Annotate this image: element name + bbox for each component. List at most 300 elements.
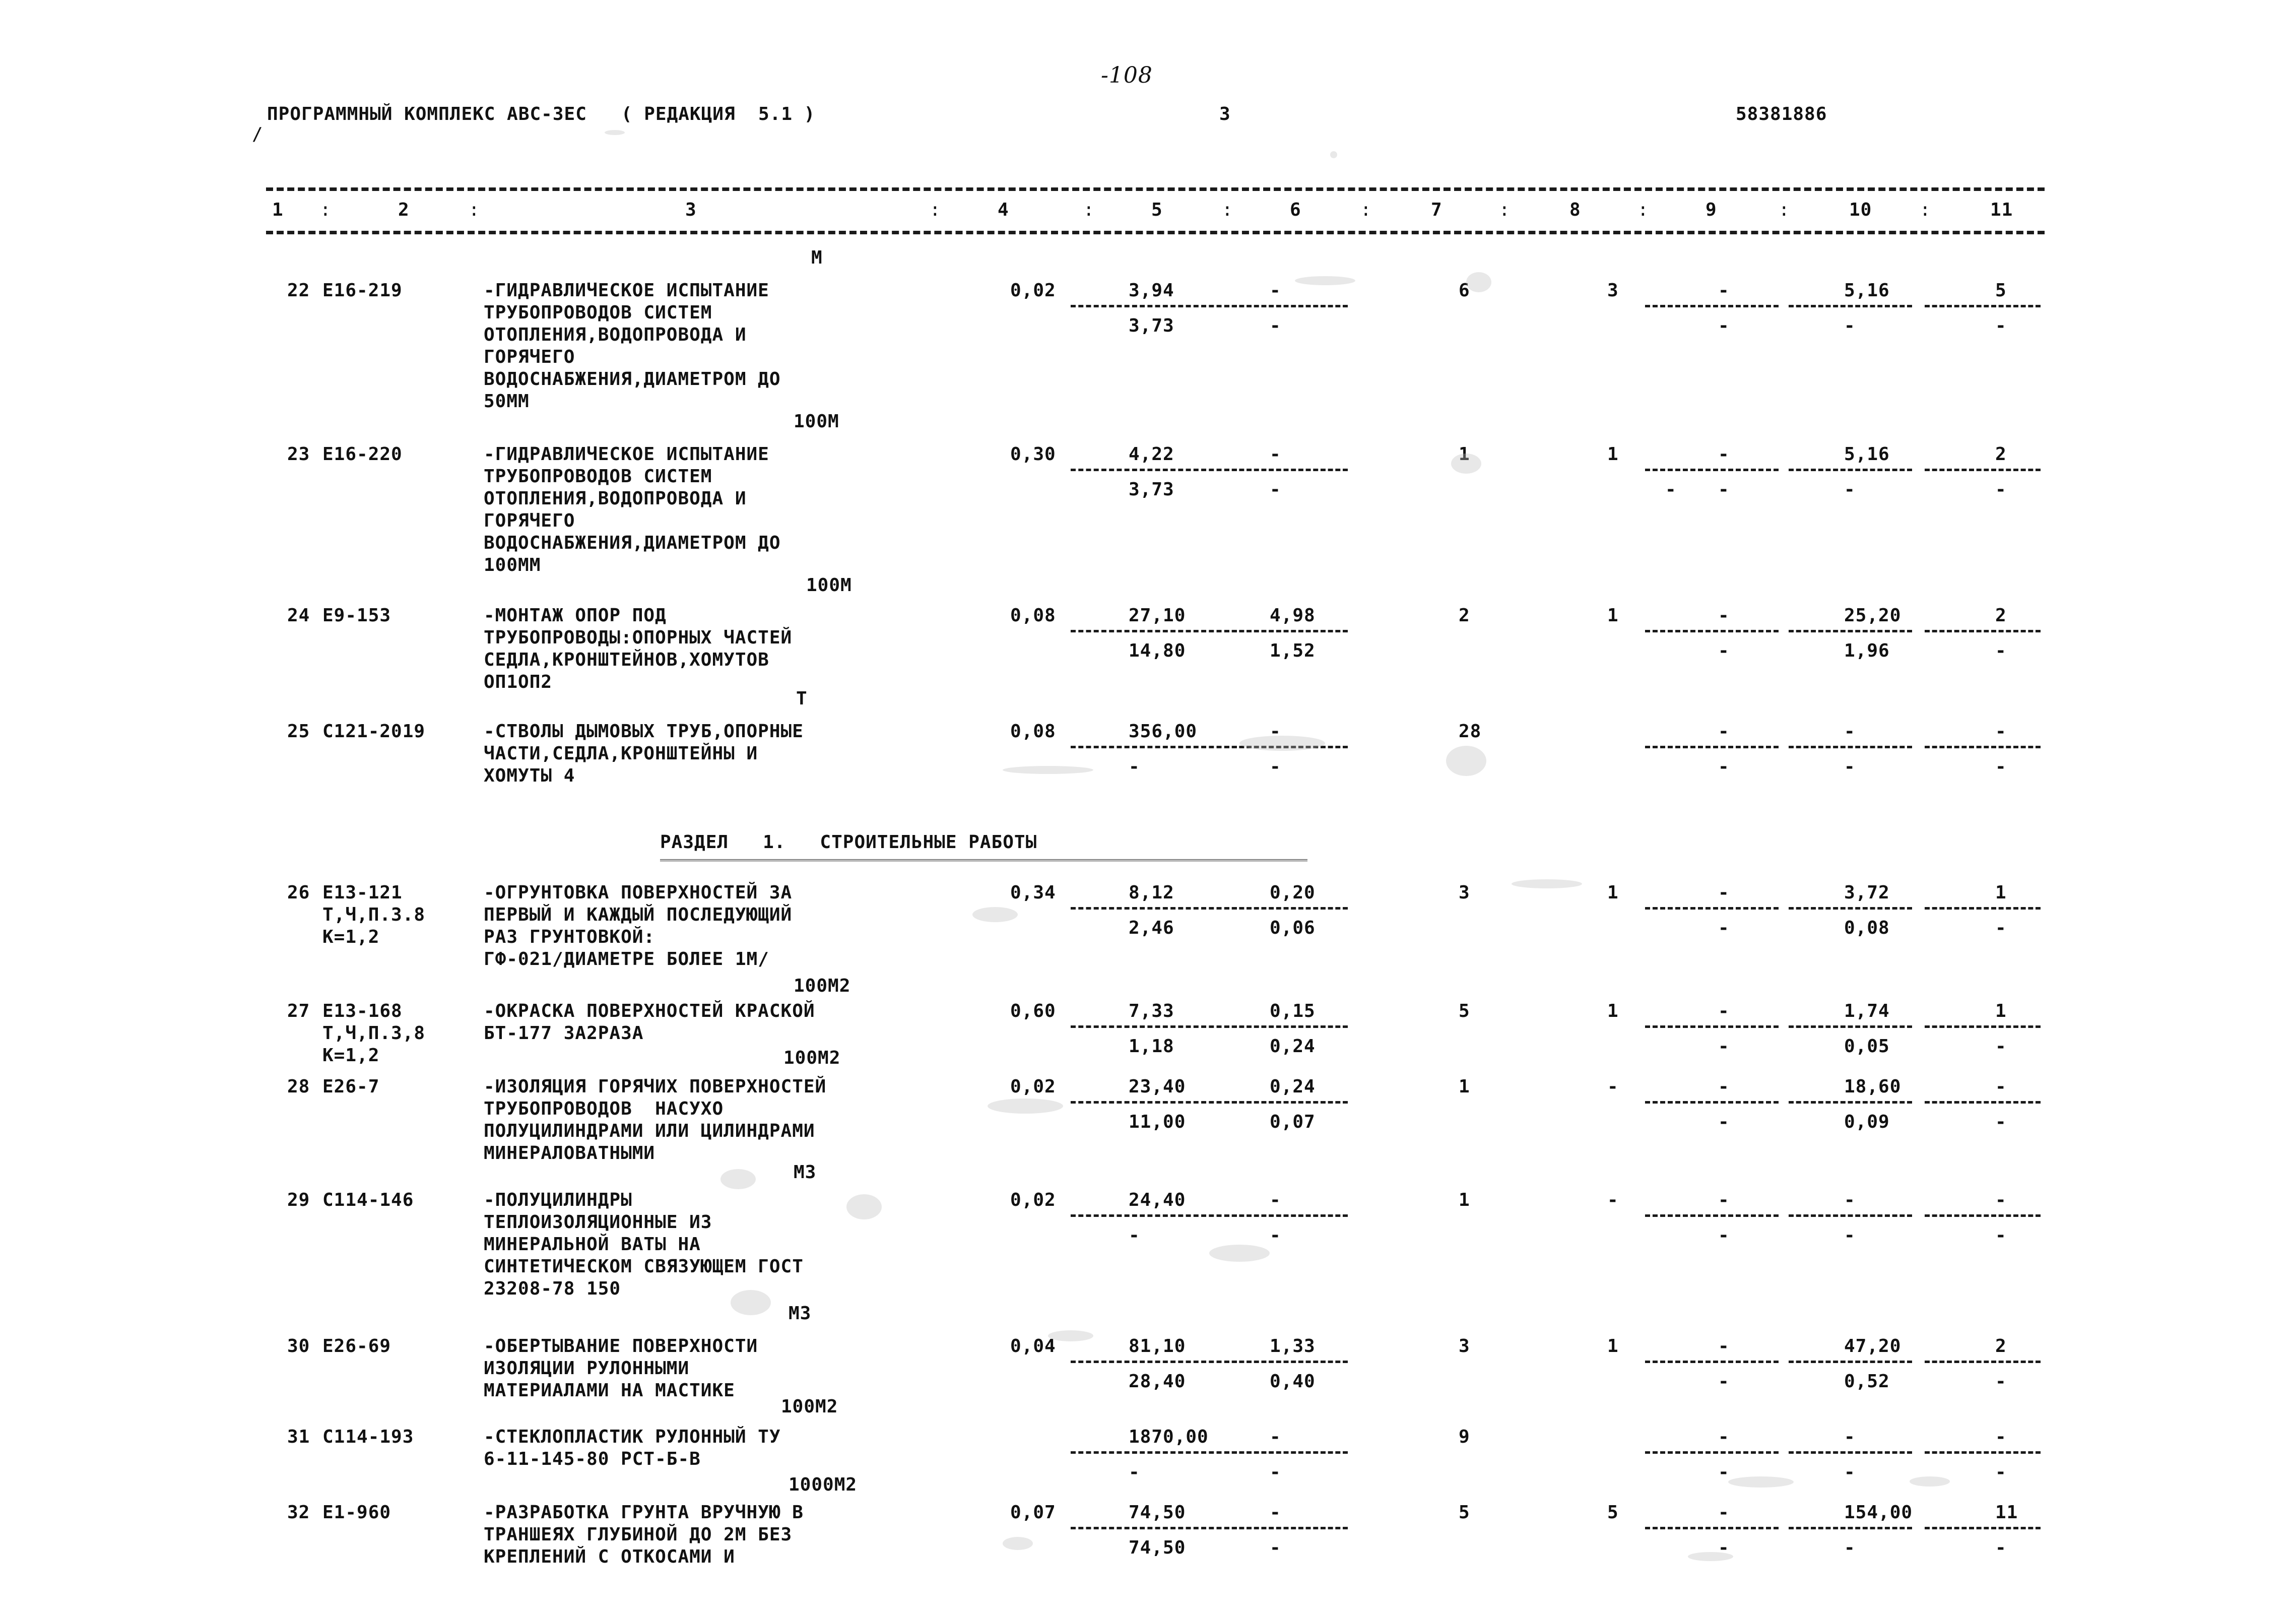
sub-total-rule bbox=[1224, 1361, 1348, 1363]
work-description: ТРУБОПРОВОДОВ НАСУХО bbox=[484, 1099, 724, 1119]
sub-total-rule bbox=[1925, 1025, 2041, 1028]
scan-noise bbox=[1209, 1245, 1270, 1262]
work-description: ОП1ОП2 bbox=[484, 672, 553, 692]
unit-cost-total: 1870,00 bbox=[1129, 1427, 1209, 1447]
item-number: 26 bbox=[287, 882, 310, 903]
scan-noise bbox=[1003, 1537, 1033, 1550]
unit-cost-total: 3,94 bbox=[1129, 280, 1174, 301]
scan-noise bbox=[988, 1099, 1063, 1114]
unit-cost-total: 7,33 bbox=[1129, 1001, 1174, 1021]
work-description: ПЕРВЫЙ И КАЖДЫЙ ПОСЛЕДУЮЩИЙ bbox=[484, 905, 793, 925]
quantity-value: 0,04 bbox=[1010, 1336, 1056, 1357]
wage-cost: 1,18 bbox=[1129, 1036, 1174, 1057]
machine-wage: 0,06 bbox=[1270, 918, 1316, 938]
scan-noise bbox=[1512, 879, 1582, 888]
column-9-value: - bbox=[1718, 444, 1730, 465]
work-description: ИЗОЛЯЦИИ РУЛОННЫМИ bbox=[484, 1358, 690, 1379]
column-9-value: - bbox=[1718, 1076, 1730, 1097]
column-11-sub: - bbox=[1995, 315, 2007, 336]
item-number: 29 bbox=[287, 1190, 310, 1210]
work-description: ТРУБОПРОВОДОВ СИСТЕМ bbox=[484, 302, 712, 323]
sub-total-rule bbox=[1071, 1527, 1237, 1529]
work-description: ВОДОСНАБЖЕНИЯ,ДИАМЕТРОМ ДО bbox=[484, 533, 781, 553]
item-number: 30 bbox=[287, 1336, 310, 1357]
machine-wage: 0,07 bbox=[1270, 1112, 1316, 1132]
column-number: 10 bbox=[1849, 200, 1872, 220]
work-description: РАЗ ГРУНТОВКОЙ: bbox=[484, 927, 655, 947]
column-10-value: 5,16 bbox=[1844, 444, 1890, 465]
quantity-value: 0,60 bbox=[1010, 1001, 1056, 1021]
rate-code: Е26-69 bbox=[322, 1336, 391, 1357]
column-11-value: 2 bbox=[1995, 444, 2007, 465]
work-description: 6-11-145-80 РСТ-Б-В bbox=[484, 1449, 701, 1469]
labor-value: 9 bbox=[1459, 1427, 1470, 1447]
machine-wage: - bbox=[1270, 1225, 1281, 1246]
sub-total-rule bbox=[1224, 1527, 1348, 1529]
column-9-value: - bbox=[1718, 1427, 1730, 1447]
quantity-value: 0,08 bbox=[1010, 721, 1056, 742]
column-10-value: 25,20 bbox=[1844, 605, 1901, 626]
column-9-sub: - bbox=[1718, 1112, 1730, 1132]
column-9-value: - bbox=[1718, 605, 1730, 626]
column-9-sub: - bbox=[1718, 918, 1730, 938]
unit-of-measure: 100М bbox=[794, 411, 839, 432]
sub-total-rule bbox=[1071, 1101, 1237, 1104]
work-description: ТРУБОПРОВОДОВ СИСТЕМ bbox=[484, 466, 712, 487]
column-separator: : bbox=[1222, 200, 1233, 220]
header-rule-bottom bbox=[266, 231, 2045, 234]
margin-tick: / bbox=[252, 124, 264, 145]
sub-total-rule bbox=[1645, 305, 1779, 307]
column-8-value: 5 bbox=[1607, 1502, 1619, 1523]
column-11-sub: - bbox=[1995, 479, 2007, 500]
unit-of-measure: 100М2 bbox=[781, 1396, 838, 1417]
section-underline bbox=[660, 859, 1307, 861]
scan-noise bbox=[1446, 746, 1486, 776]
work-description: ГОРЯЧЕГО bbox=[484, 347, 575, 367]
scan-noise bbox=[1003, 766, 1093, 774]
sub-total-rule bbox=[1224, 1101, 1348, 1104]
column-10-sub: - bbox=[1844, 1537, 1856, 1558]
column-11-sub: - bbox=[1995, 1462, 2007, 1482]
column-11-value: 5 bbox=[1995, 280, 2007, 301]
column-separator: : bbox=[1499, 200, 1511, 220]
quantity-value: 0,02 bbox=[1010, 280, 1056, 301]
sub-total-rule bbox=[1925, 630, 2041, 632]
unit-cost-total: 27,10 bbox=[1129, 605, 1186, 626]
item-number: 31 bbox=[287, 1427, 310, 1447]
column-8-sub: - bbox=[1665, 479, 1677, 500]
wage-cost: 11,00 bbox=[1129, 1112, 1186, 1132]
quantity-value: 0,07 bbox=[1010, 1502, 1056, 1523]
rate-code: Т,Ч,П.3.8 bbox=[322, 905, 426, 925]
scan-noise bbox=[972, 907, 1018, 922]
column-10-sub: - bbox=[1844, 479, 1856, 500]
column-11-sub: - bbox=[1995, 1537, 2007, 1558]
machine-wage: - bbox=[1270, 315, 1281, 336]
item-number: 28 bbox=[287, 1076, 310, 1097]
sub-total-rule bbox=[1925, 469, 2041, 471]
sheet-number: 3 bbox=[1219, 104, 1231, 124]
column-number: 6 bbox=[1290, 200, 1301, 220]
column-9-sub: - bbox=[1718, 1225, 1730, 1246]
column-number: 4 bbox=[998, 200, 1009, 220]
work-description: 50ММ bbox=[484, 391, 530, 412]
column-11-sub: - bbox=[1995, 1225, 2007, 1246]
work-description: -ГИДРАВЛИЧЕСКОЕ ИСПЫТАНИЕ bbox=[484, 280, 769, 301]
work-description: -ПОЛУЦИЛИНДРЫ bbox=[484, 1190, 632, 1210]
labor-value: 28 bbox=[1459, 721, 1482, 742]
work-description: КРЕПЛЕНИЙ С ОТКОСАМИ И bbox=[484, 1546, 735, 1567]
work-description: 23208-78 150 bbox=[484, 1278, 621, 1299]
sub-total-rule bbox=[1789, 630, 1912, 632]
machine-wage: 0,40 bbox=[1270, 1371, 1316, 1392]
column-10-sub: - bbox=[1844, 315, 1856, 336]
work-description: ПОЛУЦИЛИНДРАМИ ИЛИ ЦИЛИНДРАМИ bbox=[484, 1121, 815, 1141]
rate-code: Е1-960 bbox=[322, 1502, 391, 1523]
sub-total-rule bbox=[1925, 1361, 2041, 1363]
column-10-value: - bbox=[1844, 1427, 1856, 1447]
sub-total-rule bbox=[1925, 1451, 2041, 1454]
sub-total-rule bbox=[1789, 1101, 1912, 1104]
sub-total-rule bbox=[1645, 1361, 1779, 1363]
wage-cost: - bbox=[1129, 1462, 1140, 1482]
wage-cost: 3,73 bbox=[1129, 479, 1174, 500]
sub-total-rule bbox=[1645, 1214, 1779, 1217]
column-10-value: 18,60 bbox=[1844, 1076, 1901, 1097]
column-number: 9 bbox=[1705, 200, 1717, 220]
sub-total-rule bbox=[1925, 1527, 2041, 1529]
sub-total-rule bbox=[1071, 1451, 1237, 1454]
column-9-value: - bbox=[1718, 1190, 1730, 1210]
sub-total-rule bbox=[1071, 630, 1237, 632]
sub-total-rule bbox=[1789, 746, 1912, 748]
quantity-value: 0,02 bbox=[1010, 1190, 1056, 1210]
column-10-value: 5,16 bbox=[1844, 280, 1890, 301]
work-description: 100ММ bbox=[484, 555, 541, 575]
item-number: 27 bbox=[287, 1001, 310, 1021]
column-11-sub: - bbox=[1995, 1371, 2007, 1392]
sub-total-rule bbox=[1789, 1214, 1912, 1217]
sub-total-rule bbox=[1224, 1214, 1348, 1217]
unit-cost-total: 4,22 bbox=[1129, 444, 1174, 465]
sub-total-rule bbox=[1224, 1025, 1348, 1028]
column-9-sub: - bbox=[1718, 1371, 1730, 1392]
column-9-value: - bbox=[1718, 1336, 1730, 1357]
sub-total-rule bbox=[1224, 469, 1348, 471]
scan-noise bbox=[1910, 1476, 1950, 1487]
column-10-sub: 1,96 bbox=[1844, 640, 1890, 661]
machine-wage: 0,24 bbox=[1270, 1036, 1316, 1057]
rate-code: Е13-168 bbox=[322, 1001, 403, 1021]
column-11-value: - bbox=[1995, 1427, 2007, 1447]
sub-total-rule bbox=[1645, 907, 1779, 910]
item-number: 22 bbox=[287, 280, 310, 301]
machine-cost: 0,15 bbox=[1270, 1001, 1316, 1021]
machine-cost: 4,98 bbox=[1270, 605, 1316, 626]
machine-cost: - bbox=[1270, 280, 1281, 301]
scan-noise bbox=[1451, 454, 1481, 474]
item-number: 23 bbox=[287, 444, 310, 465]
unit-cost-total: 24,40 bbox=[1129, 1190, 1186, 1210]
column-10-value: 47,20 bbox=[1844, 1336, 1901, 1357]
labor-value: 1 bbox=[1459, 1076, 1470, 1097]
unit-of-measure: 100М2 bbox=[783, 1048, 841, 1068]
column-number: 5 bbox=[1151, 200, 1163, 220]
item-number: 24 bbox=[287, 605, 310, 626]
rate-code: С121-2019 bbox=[322, 721, 426, 742]
scan-noise bbox=[731, 1290, 771, 1315]
machine-cost: - bbox=[1270, 1190, 1281, 1210]
column-9-sub: - bbox=[1718, 1462, 1730, 1482]
column-11-value: 1 bbox=[1995, 1001, 2007, 1021]
work-description: СЕДЛА,КРОНШТЕЙНОВ,ХОМУТОВ bbox=[484, 650, 769, 670]
column-11-value: 2 bbox=[1995, 605, 2007, 626]
sub-total-rule bbox=[1071, 1214, 1237, 1217]
work-description: ТЕПЛОИЗОЛЯЦИОННЫЕ ИЗ bbox=[484, 1212, 712, 1233]
work-description: -СТЕКЛОПЛАСТИК РУЛОННЫЙ ТУ bbox=[484, 1427, 781, 1447]
rate-code: К=1,2 bbox=[322, 927, 380, 947]
wage-cost: - bbox=[1129, 1225, 1140, 1246]
column-number: 11 bbox=[1990, 200, 2013, 220]
scan-noise bbox=[846, 1194, 882, 1219]
sub-total-rule bbox=[1224, 630, 1348, 632]
header-rule-top bbox=[266, 187, 2045, 191]
rate-code: Е13-121 bbox=[322, 882, 403, 903]
column-9-sub: - bbox=[1718, 1537, 1730, 1558]
column-11-value: 2 bbox=[1995, 1336, 2007, 1357]
work-description: ГФ-021/ДИАМЕТРЕ БОЛЕЕ 1М/ bbox=[484, 949, 769, 970]
column-separator: : bbox=[1637, 200, 1649, 220]
work-description: ХОМУТЫ 4 bbox=[484, 765, 575, 786]
column-8-value: - bbox=[1607, 1190, 1619, 1210]
scan-noise bbox=[1239, 736, 1325, 751]
column-separator: : bbox=[320, 200, 332, 220]
work-description: ТРАНШЕЯХ ГЛУБИНОЙ ДО 2М БЕЗ bbox=[484, 1524, 793, 1545]
labor-value: 1 bbox=[1459, 1190, 1470, 1210]
sub-total-rule bbox=[1789, 469, 1912, 471]
column-8-value: 1 bbox=[1607, 605, 1619, 626]
column-10-sub: 0,52 bbox=[1844, 1371, 1890, 1392]
column-8-value: 3 bbox=[1607, 280, 1619, 301]
machine-cost: - bbox=[1270, 1427, 1281, 1447]
work-description: -ОКРАСКА ПОВЕРХНОСТЕЙ КРАСКОЙ bbox=[484, 1001, 815, 1021]
column-10-sub: - bbox=[1844, 756, 1856, 777]
column-number: 2 bbox=[398, 200, 410, 220]
column-number: 1 bbox=[272, 200, 284, 220]
work-description: ВОДОСНАБЖЕНИЯ,ДИАМЕТРОМ ДО bbox=[484, 369, 781, 390]
machine-wage: - bbox=[1270, 756, 1281, 777]
machine-cost: - bbox=[1270, 444, 1281, 465]
work-description: МАТЕРИАЛАМИ НА МАСТИКЕ bbox=[484, 1380, 735, 1401]
rate-code: К=1,2 bbox=[322, 1045, 380, 1066]
labor-value: 5 bbox=[1459, 1502, 1470, 1523]
quantity-value: 0,02 bbox=[1010, 1076, 1056, 1097]
work-description: БТ-177 ЗА2РАЗА bbox=[484, 1023, 644, 1044]
column-11-value: 1 bbox=[1995, 882, 2007, 903]
scan-noise bbox=[1048, 1330, 1093, 1341]
item-number: 25 bbox=[287, 721, 310, 742]
sub-total-rule bbox=[1789, 1527, 1912, 1529]
column-11-value: 11 bbox=[1995, 1502, 2018, 1523]
column-9-value: - bbox=[1718, 1502, 1730, 1523]
unit-cost-total: 23,40 bbox=[1129, 1076, 1186, 1097]
work-description: -МОНТАЖ ОПОР ПОД bbox=[484, 605, 667, 626]
column-separator: : bbox=[1083, 200, 1095, 220]
sub-total-rule bbox=[1645, 1527, 1779, 1529]
column-separator: : bbox=[930, 200, 941, 220]
work-description: ОТОПЛЕНИЯ,ВОДОПРОВОДА И bbox=[484, 488, 747, 509]
labor-value: 3 bbox=[1459, 882, 1470, 903]
column-8-value: - bbox=[1607, 1076, 1619, 1097]
machine-cost: - bbox=[1270, 1502, 1281, 1523]
sub-total-rule bbox=[1925, 907, 2041, 910]
labor-value: 5 bbox=[1459, 1001, 1470, 1021]
unit-of-measure: 100М2 bbox=[794, 976, 851, 996]
column-10-sub: 0,05 bbox=[1844, 1036, 1890, 1057]
quantity-value: 0,08 bbox=[1010, 605, 1056, 626]
work-description: МИНЕРАЛОВАТНЫМИ bbox=[484, 1143, 655, 1164]
column-8-value: 1 bbox=[1607, 444, 1619, 465]
unit-of-measure: М3 bbox=[789, 1303, 812, 1324]
work-description: ЧАСТИ,СЕДЛА,КРОНШТЕЙНЫ И bbox=[484, 743, 758, 764]
column-number: 8 bbox=[1569, 200, 1581, 220]
scan-noise bbox=[1295, 276, 1355, 285]
sub-total-rule bbox=[1071, 907, 1237, 910]
machine-cost: 0,24 bbox=[1270, 1076, 1316, 1097]
wage-cost: 2,46 bbox=[1129, 918, 1174, 938]
machine-wage: - bbox=[1270, 479, 1281, 500]
column-11-sub: - bbox=[1995, 918, 2007, 938]
work-description: -РАЗРАБОТКА ГРУНТА ВРУЧНУЮ В bbox=[484, 1502, 804, 1523]
column-separator: : bbox=[1920, 200, 1931, 220]
column-9-sub: - bbox=[1718, 756, 1730, 777]
wage-cost: 14,80 bbox=[1129, 640, 1186, 661]
work-description: -СТВОЛЫ ДЫМОВЫХ ТРУБ,ОПОРНЫЕ bbox=[484, 721, 804, 742]
quantity-value: 0,34 bbox=[1010, 882, 1056, 903]
scan-noise bbox=[1466, 272, 1491, 292]
column-9-sub: - bbox=[1718, 640, 1730, 661]
sub-total-rule bbox=[1071, 746, 1237, 748]
unit-of-measure: 1000М2 bbox=[789, 1474, 858, 1495]
column-11-sub: - bbox=[1995, 640, 2007, 661]
column-8-value: 1 bbox=[1607, 882, 1619, 903]
column-10-value: 3,72 bbox=[1844, 882, 1890, 903]
sub-total-rule bbox=[1645, 1101, 1779, 1104]
rate-code: Е26-7 bbox=[322, 1076, 380, 1097]
work-description: -ОГРУНТОВКА ПОВЕРХНОСТЕЙ ЗА bbox=[484, 882, 793, 903]
unit-cost-total: 8,12 bbox=[1129, 882, 1174, 903]
column-separator: : bbox=[469, 200, 480, 220]
sub-total-rule bbox=[1645, 630, 1779, 632]
scan-noise bbox=[1688, 1552, 1733, 1561]
column-9-value: - bbox=[1718, 280, 1730, 301]
column-9-sub: - bbox=[1718, 315, 1730, 336]
column-10-sub: - bbox=[1844, 1462, 1856, 1482]
column-9-sub: - bbox=[1718, 1036, 1730, 1057]
unit-cost-total: 81,10 bbox=[1129, 1336, 1186, 1357]
sub-total-rule bbox=[1645, 469, 1779, 471]
rate-code: Е16-219 bbox=[322, 280, 403, 301]
column-10-value: 1,74 bbox=[1844, 1001, 1890, 1021]
rate-code: С114-193 bbox=[322, 1427, 414, 1447]
column-10-sub: 0,09 bbox=[1844, 1112, 1890, 1132]
column-10-value: - bbox=[1844, 1190, 1856, 1210]
work-description: -ОБЕРТЫВАНИЕ ПОВЕРХНОСТИ bbox=[484, 1336, 758, 1357]
work-description: -ГИДРАВЛИЧЕСКОЕ ИСПЫТАНИЕ bbox=[484, 444, 769, 465]
column-9-value: - bbox=[1718, 1001, 1730, 1021]
sub-total-rule bbox=[1645, 746, 1779, 748]
machine-wage: 1,52 bbox=[1270, 640, 1316, 661]
machine-cost: 1,33 bbox=[1270, 1336, 1316, 1357]
item-number: 32 bbox=[287, 1502, 310, 1523]
scan-noise bbox=[1330, 151, 1337, 158]
labor-value: 1 bbox=[1459, 444, 1470, 465]
sub-total-rule bbox=[1224, 1451, 1348, 1454]
sub-total-rule bbox=[1789, 1025, 1912, 1028]
sub-total-rule bbox=[1071, 305, 1237, 307]
rate-code: С114-146 bbox=[322, 1190, 414, 1210]
column-number: 3 bbox=[685, 200, 697, 220]
wage-cost: - bbox=[1129, 756, 1140, 777]
rate-code: Е9-153 bbox=[322, 605, 391, 626]
work-description: ОТОПЛЕНИЯ,ВОДОПРОВОДА И bbox=[484, 325, 747, 345]
sub-total-rule bbox=[1071, 469, 1237, 471]
column-separator: : bbox=[1360, 200, 1372, 220]
labor-value: 2 bbox=[1459, 605, 1470, 626]
column-11-sub: - bbox=[1995, 1036, 2007, 1057]
work-description: ТРУБОПРОВОДЫ:ОПОРНЫХ ЧАСТЕЙ bbox=[484, 627, 793, 648]
column-11-value: - bbox=[1995, 721, 2007, 742]
column-11-value: - bbox=[1995, 1076, 2007, 1097]
unit-cost-total: 74,50 bbox=[1129, 1502, 1186, 1523]
sub-total-rule bbox=[1071, 1025, 1237, 1028]
sub-total-rule bbox=[1789, 305, 1912, 307]
labor-value: 3 bbox=[1459, 1336, 1470, 1357]
rate-code: Т,Ч,П.3,8 bbox=[322, 1023, 426, 1044]
sub-total-rule bbox=[1224, 305, 1348, 307]
unit-of-measure: М3 bbox=[794, 1162, 817, 1183]
column-11-sub: - bbox=[1995, 1112, 2007, 1132]
work-description: МИНЕРАЛЬНОЙ ВАТЫ НА bbox=[484, 1234, 701, 1255]
program-title: ПРОГРАММНЫЙ КОМПЛЕКС АВС-ЗЕС ( РЕДАКЦИЯ 5.1 ) bbox=[267, 104, 816, 124]
column-11-value: - bbox=[1995, 1190, 2007, 1210]
column-number: 7 bbox=[1431, 200, 1442, 220]
column-10-sub: - bbox=[1844, 1225, 1856, 1246]
sub-total-rule bbox=[1789, 1451, 1912, 1454]
work-description: ГОРЯЧЕГО bbox=[484, 510, 575, 531]
wage-cost: 3,73 bbox=[1129, 315, 1174, 336]
column-10-value: - bbox=[1844, 721, 1856, 742]
work-description: -ИЗОЛЯЦИЯ ГОРЯЧИХ ПОВЕРХНОСТЕЙ bbox=[484, 1076, 827, 1097]
sub-total-rule bbox=[1224, 907, 1348, 910]
sub-total-rule bbox=[1925, 305, 2041, 307]
column-9-value: - bbox=[1718, 721, 1730, 742]
unit-cost-total: 356,00 bbox=[1129, 721, 1198, 742]
machine-wage: - bbox=[1270, 1537, 1281, 1558]
sub-total-rule bbox=[1645, 1025, 1779, 1028]
column-8-value: 1 bbox=[1607, 1001, 1619, 1021]
machine-cost: - bbox=[1270, 721, 1281, 742]
machine-cost: 0,20 bbox=[1270, 882, 1316, 903]
scan-noise bbox=[720, 1169, 756, 1189]
sub-total-rule bbox=[1645, 1451, 1779, 1454]
sub-total-rule bbox=[1925, 1101, 2041, 1104]
unit-of-measure: Т bbox=[796, 688, 808, 709]
labor-value: 6 bbox=[1459, 280, 1470, 301]
sub-total-rule bbox=[1925, 1214, 2041, 1217]
machine-wage: - bbox=[1270, 1462, 1281, 1482]
